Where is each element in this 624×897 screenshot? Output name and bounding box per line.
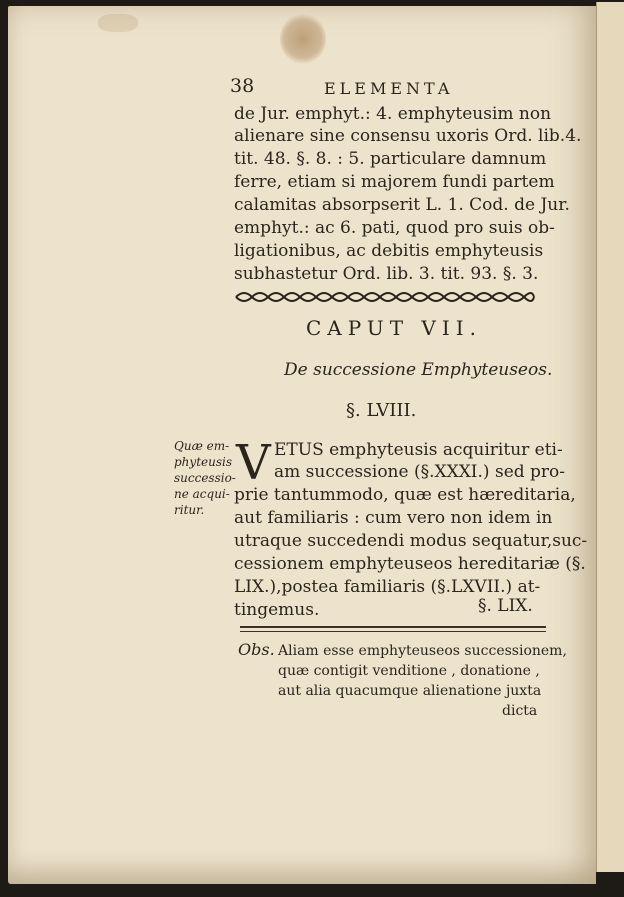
running-title: ELEMENTA <box>324 79 454 98</box>
divider-rule <box>240 626 546 632</box>
paragraph-line: cessionem emphyteuseos hereditariæ (§. <box>234 554 586 574</box>
catchword: dicta <box>502 703 538 719</box>
page-number: 38 <box>230 75 255 97</box>
chapter-subtitle: De successione Emphyteuseos. <box>284 360 553 380</box>
book-page <box>8 6 596 884</box>
margin-note-line: phyteusis <box>174 455 232 469</box>
margin-note-line: successio- <box>174 471 236 485</box>
paragraph-line: ETUS emphyteusis acquiritur eti- <box>274 440 563 460</box>
paragraph-line: prie tantummodo, quæ est hæreditaria, <box>234 485 576 505</box>
obs-line: aut alia quacumque alienatione juxta <box>278 683 542 699</box>
obs-line: quæ contigit venditione , donatione , <box>278 663 540 679</box>
text-line: de Jur. emphyt.: 4. emphyteusim non <box>234 104 552 124</box>
obs-line: Aliam esse emphyteuseos successionem, <box>278 643 567 659</box>
margin-note-line: Quæ em- <box>174 439 230 453</box>
ornamental-divider <box>234 288 536 306</box>
paragraph-line: am successione (§.XXXI.) sed pro- <box>274 462 566 482</box>
obs-label: Obs. <box>238 640 275 659</box>
margin-note-line: ne acqui- <box>174 487 230 501</box>
text-line: alienare sine consensu uxoris Ord. lib.4. <box>234 126 582 146</box>
water-stain <box>280 14 326 64</box>
paragraph-line: utraque succedendi modus sequatur,suc- <box>234 531 588 551</box>
text-line: emphyt.: ac 6. pati, quod pro suis ob- <box>234 218 555 238</box>
section-heading: §. LVIII. <box>346 400 417 421</box>
paragraph-line: LIX.),postea familiaris (§.LXVII.) at- <box>234 577 541 597</box>
text-line: ferre, etiam si majorem fundi partem <box>234 172 555 192</box>
paragraph-line: tingemus. <box>234 600 320 620</box>
text-line: calamitas absorpserit L. 1. Cod. de Jur. <box>234 195 570 215</box>
text-line: tit. 48. §. 8. : 5. particulare damnum <box>234 149 547 169</box>
facing-page-edge <box>596 2 624 872</box>
text-line: subhastetur Ord. lib. 3. tit. 93. §. 3. <box>234 264 539 284</box>
paper-stain <box>98 14 138 32</box>
text-line: ligationibus, ac debitis emphyteusis <box>234 241 544 261</box>
paragraph-line: aut familiaris : cum vero non idem in <box>234 508 553 528</box>
margin-note-line: ritur. <box>174 503 205 517</box>
next-section-catchword: §. LIX. <box>478 596 533 616</box>
chapter-heading: CAPUT VII. <box>306 316 483 340</box>
drop-cap: V <box>236 435 271 491</box>
